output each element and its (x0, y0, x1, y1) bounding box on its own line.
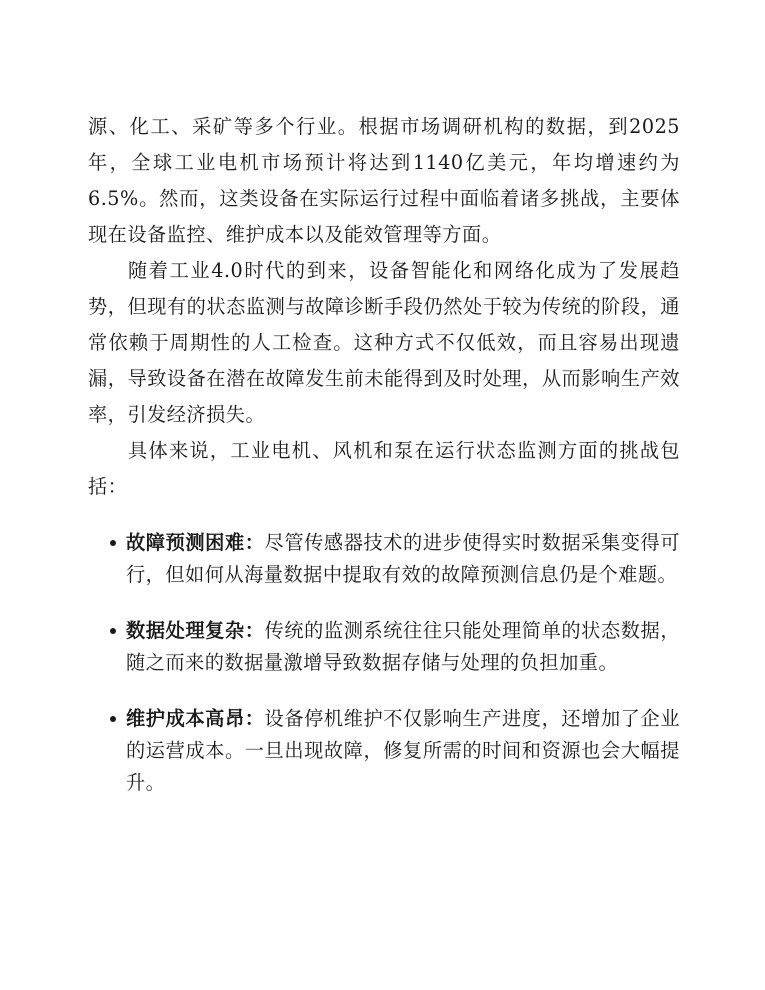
bullet-icon (110, 716, 116, 722)
bullet-term: 数据处理复杂： (126, 619, 265, 642)
bullet-term: 故障预测困难： (126, 531, 265, 554)
bullet-icon (110, 540, 116, 546)
list-item (88, 615, 680, 679)
document-page (88, 109, 680, 823)
bullet-text: 设备停机维护不仅影响生产进度，还增加了企业的运营成本。一旦出现故障，修复所需的时间和资源也会大幅提升。 (126, 707, 681, 794)
challenge-list (88, 527, 680, 799)
bullet-text: 尽管传感器技术的进步使得实时数据采集变得可行，但如何从海量数据中提取有效的故障预测信息仍是个难题。 (126, 531, 681, 586)
bullet-icon (110, 628, 116, 634)
bullet-text: 传统的监测系统往往只能处理简单的状态数据，随之而来的数据量激增导致数据存储与处理的负担加重。 (126, 619, 681, 674)
list-item (88, 527, 680, 591)
paragraph-industry-market: 源、化工、采矿等多个行业。根据市场调研机构的数据，到2025年，全球工业电机市场预计将达到1140亿美元，年均增速约为6.5%。然而，这类设备在实际运行过程中面临着诸多挑战，主要体现在设备监控、维护成本以及能效管理等方面。 (88, 115, 680, 246)
paragraph-industry-4-0: 随着工业4.0时代的到来，设备智能化和网络化成为了发展趋势，但现有的状态监测与故障诊断手段仍然处于较为传统的阶段，通常依赖于周期性的人工检查。这种方式不仅低效，而且容易出现遗漏，导致设备在潜在故障发生前未能得到及时处理，从而影响生产效率，引发经济损失。 (88, 259, 680, 426)
paragraph-challenges-intro: 具体来说，工业电机、风机和泵在运行状态监测方面的挑战包括： (88, 439, 680, 498)
list-item (88, 703, 680, 799)
bullet-term: 维护成本高昂： (126, 707, 265, 730)
